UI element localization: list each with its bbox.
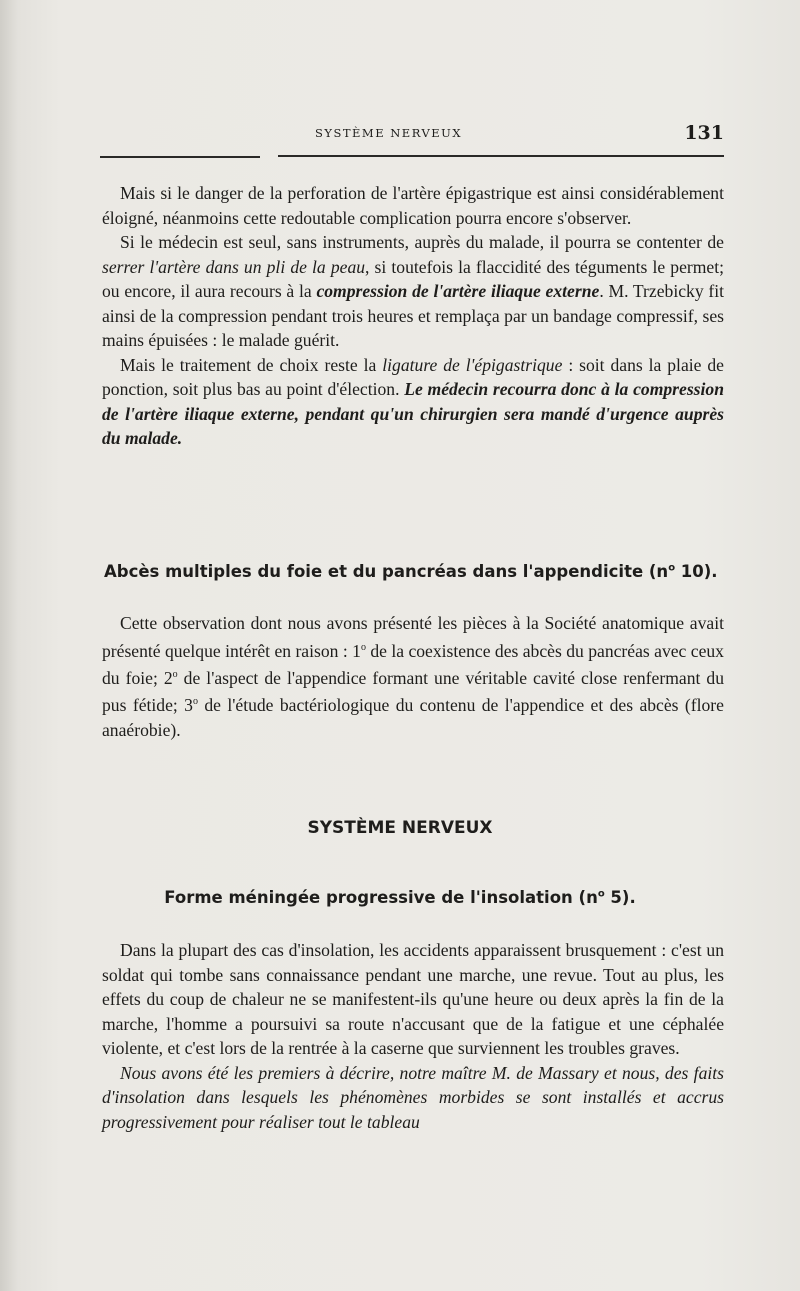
heading-text: Abcès multiples du foie et du pancréas dans l'appendicite (n <box>104 562 669 581</box>
header-rule-right <box>278 155 724 157</box>
section-abces-text <box>102 611 724 742</box>
paragraph: Dans la plupart des cas d'insolation, les accidents apparaissent brusquement : c'est un soldat qui tombe sans connaissance pendant une marche, une revue. Tout au plus, les effets du coup de chaleur ne se manifestent-ils qu'une heure ou deux après la fin de la marche, l'homme a poursuivi sa route n'accusant que de la fatigue et une céphalée violente, et c'est lors de la rentrée à la caserne que surviennent les troubles graves. <box>102 940 724 1058</box>
text-run: de l'étude bactériologique du contenu de l'appendice et des abcès (flore anaérobie). <box>102 695 724 740</box>
section-insolation-text <box>102 938 724 1134</box>
heading-text: 10). <box>675 562 718 581</box>
heading-text: Forme méningée progressive de l'insolation (n <box>164 888 598 907</box>
italic-run: serrer l'artère dans un pli de la peau <box>102 256 366 277</box>
text-run: , si toutefois la flaccidité des téguments le permet; ou encore, il aura recours à la <box>102 256 725 301</box>
bold-italic-run: Le médecin recourra donc à la compression de l'artère iliaque externe, pendant qu'un chirurgien sera mandé d'urgence auprès du malade. <box>102 379 724 448</box>
paragraph: Mais si le danger de la perforation de l'artère épigastrique est ainsi considérablement éloigné, néanmoins cette redoutable complication pourra encore s'observer. <box>102 183 724 228</box>
section-perforation-text <box>102 181 724 451</box>
chapter-heading: SYSTÈME NERVEUX <box>307 818 493 838</box>
superscript: o <box>668 562 676 574</box>
italic-run: ligature de l'épigastrique <box>382 354 563 375</box>
heading-text: 5). <box>604 888 636 907</box>
bold-italic-run: compression de l'artère iliaque externe <box>316 281 600 301</box>
text-run: Si le médecin est seul, sans instruments, auprès du malade, il pourra se contenter de <box>120 232 724 252</box>
page-header <box>100 122 724 162</box>
superscript: o <box>192 696 198 708</box>
section-heading-abces <box>104 562 724 581</box>
running-title: SYSTÈME NERVEUX <box>315 126 463 140</box>
text-run: de l'aspect de l'appendice formant une véritable cavité close renfermant du pus fétide; 3 <box>102 667 724 716</box>
paragraph <box>102 1061 724 1135</box>
text-run: Mais le traitement de choix reste la <box>120 354 383 375</box>
superscript: o <box>360 641 366 653</box>
page-number: 131 <box>684 122 724 144</box>
italic-run: Nous avons été les premiers à décrire, notre maître M. de Massary et nous, des faits d'insolation dans lesquels les phénomènes morbides se sont installés et accrus progressivement pour réaliser tout le tableau <box>102 1062 724 1132</box>
text-run: : soit dans la plaie de ponction, soit plus bas au point d'élection. <box>102 354 724 399</box>
paragraph <box>102 611 724 742</box>
section-heading-insolation <box>0 888 800 907</box>
paragraph <box>102 353 724 451</box>
paragraph <box>102 230 724 353</box>
header-rule-left <box>100 156 260 158</box>
text-run: Cette observation dont nous avons présenté les pièces à la Société anatomique avait présenté quelque intérêt en raison : 1 <box>102 613 724 661</box>
text-run: . M. Trzebicky fit ainsi de la compression pendant trois heures et remplaça par un bandage compressif, ses mains épuisées : le malade guérit. <box>102 281 724 350</box>
text-run: de la coexistence des abcès du pancréas avec ceux du foie; 2 <box>102 640 724 688</box>
superscript: o <box>172 668 178 680</box>
superscript: o <box>597 888 605 900</box>
